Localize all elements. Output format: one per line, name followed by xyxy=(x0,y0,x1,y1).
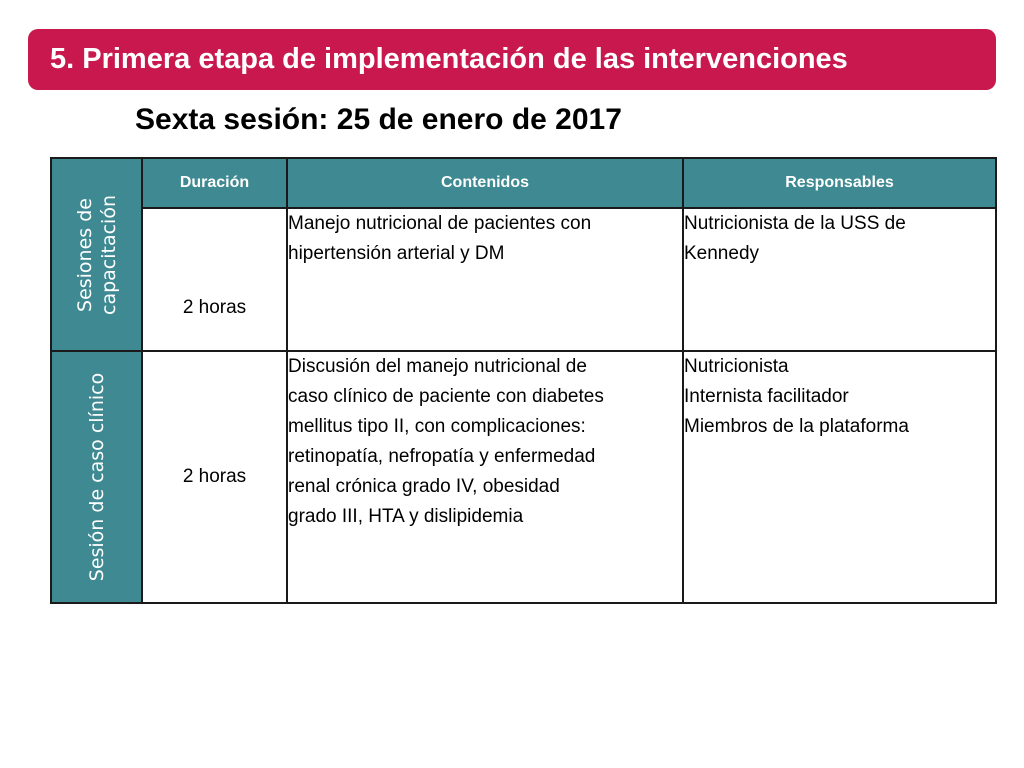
row-label-line: capacitación xyxy=(97,194,120,315)
contents-line: Manejo nutricional de pacientes con xyxy=(288,213,592,234)
contents-line: renal crónica grado IV, obesidad xyxy=(288,476,560,497)
contents-line: retinopatía, nefropatía y enfermedad xyxy=(288,446,596,467)
row-label-training-text xyxy=(73,194,121,314)
table-row xyxy=(51,208,996,351)
row-label-line: Sesiones de xyxy=(73,197,96,312)
row-label-case xyxy=(51,351,142,603)
responsibles-line: Kennedy xyxy=(684,243,760,264)
contents-line: caso clínico de paciente con diabetes xyxy=(288,386,604,407)
responsibles-line: Internista facilitador xyxy=(684,386,849,407)
contents-line: Discusión del manejo nutricional de xyxy=(288,356,587,377)
contents-cell xyxy=(287,351,683,603)
sessions-table xyxy=(50,157,997,604)
contents-line: hipertensión arterial y DM xyxy=(288,243,505,264)
duration-value: 2 horas xyxy=(182,466,247,487)
contents-line: mellitus tipo II, con complicaciones: xyxy=(288,416,586,437)
contents-line: grado III, HTA y dislipidemia xyxy=(288,506,524,527)
row-label-training xyxy=(51,158,142,351)
responsibles-line: Nutricionista de la USS de xyxy=(684,213,906,234)
responsibles-line: Miembros de la plataforma xyxy=(684,416,909,437)
contents-cell xyxy=(287,208,683,351)
table-row xyxy=(51,351,996,603)
header-duration: Duración xyxy=(142,158,287,208)
row-label-case-text xyxy=(85,373,109,581)
header-contents: Contenidos xyxy=(287,158,683,208)
duration-cell xyxy=(142,351,287,603)
header-responsibles: Responsables xyxy=(683,158,996,208)
duration-value: 2 horas xyxy=(182,297,247,318)
slide-title: 5. Primera etapa de implementación de las intervenciones xyxy=(50,43,848,75)
responsibles-cell xyxy=(683,208,996,351)
row-label-line: Sesión de caso clínico xyxy=(85,372,108,582)
title-bar xyxy=(28,29,996,90)
session-subtitle: Sexta sesión: 25 de enero de 2017 xyxy=(135,103,622,136)
responsibles-cell xyxy=(683,351,996,603)
duration-cell xyxy=(142,208,287,351)
table-header-row xyxy=(51,158,996,208)
responsibles-line: Nutricionista xyxy=(684,356,789,377)
